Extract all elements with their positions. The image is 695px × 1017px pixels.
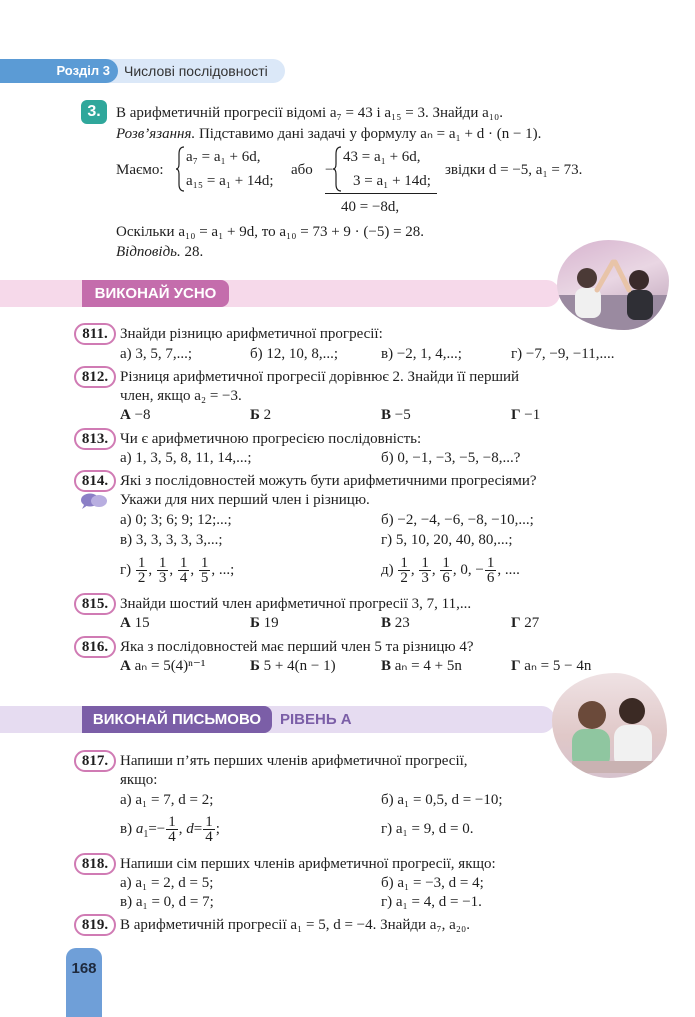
- solution-line: [116, 124, 541, 144]
- system2-result: 40 = −8d,: [341, 199, 400, 215]
- left-brace-icon: [176, 146, 186, 192]
- task-817-text2: якщо:: [120, 772, 158, 788]
- task-816-option-v: В aₙ = 4 + 5n: [381, 658, 462, 674]
- task-812-option-g: Г −1: [511, 407, 541, 423]
- task-818-g: г) a₁ = 4, d = −1.: [381, 894, 482, 910]
- task-811-a: а) 3, 5, 7,...;: [120, 346, 193, 362]
- minus-sign: −: [325, 162, 334, 178]
- task-818-a: а) a₁ = 2, d = 5;: [120, 875, 214, 891]
- section-label: Розділ 3: [0, 59, 118, 83]
- task-817-text1: Напиши п’ять перших членів арифметичної прогресії,: [120, 753, 468, 769]
- page-number: 168: [71, 960, 97, 977]
- photo-students-highfive: [557, 240, 669, 330]
- task-number-818: 818.: [74, 853, 116, 875]
- task-812-text1: Різниця арифметичної прогресії дорівнює 2. Знайди її перший: [120, 369, 520, 385]
- level-label: РІВЕНЬ А: [280, 711, 352, 728]
- answer-value: 28.: [184, 244, 204, 260]
- photo-illustration-icon: [557, 240, 669, 330]
- task-813-text: Чи є арифметичною прогресією послідовність:: [120, 431, 422, 447]
- photo-students-studying: [552, 673, 667, 778]
- task-814-text1: Які з послідовностей можуть бути арифметичними прогресіями?: [120, 473, 537, 489]
- task-815-option-b: Б 19: [250, 615, 279, 631]
- answer-line: [116, 242, 203, 262]
- system1-eq1: a₇ = a₁ + 6d,: [186, 149, 261, 165]
- task-817-a: а) a₁ = 7, d = 2;: [120, 792, 214, 808]
- task-814-a: а) 0; 3; 6; 9; 12;...;: [120, 512, 232, 528]
- task-number-814: 814.: [74, 470, 116, 492]
- task-811-text: Знайди різницю арифметичної прогресії:: [120, 326, 383, 342]
- task-815-text: Знайди шостий член арифметичної прогресії 3, 7, 11,...: [120, 596, 472, 612]
- task-number-816: 816.: [74, 636, 116, 658]
- system2-eq1: 43 = a₁ + 6d,: [343, 149, 421, 165]
- system1-eq2: a₁₅ = a₁ + 14d;: [186, 173, 274, 189]
- whence-text: звідки d = −5, a₁ = 73.: [445, 162, 583, 178]
- task-812-option-b: Б 2: [250, 407, 272, 423]
- solution-label: Розв’язання.: [116, 126, 196, 142]
- task-816-text: Яка з послідовностей має перший член 5 та різницю 4?: [120, 639, 474, 655]
- speech-bubble-icon: [80, 492, 108, 510]
- task-number-817: 817.: [74, 750, 116, 772]
- task-812-option-v: В −5: [381, 407, 411, 423]
- example-badge: 3.: [81, 100, 107, 124]
- or-label: або: [291, 162, 313, 178]
- written-label: ВИКОНАЙ ПИСЬМОВО: [82, 706, 272, 733]
- task-814-text2: Укажи для них перший член і різницю.: [120, 492, 370, 508]
- task-816-option-b: Б 5 + 4(n − 1): [250, 658, 336, 674]
- task-817-g: г) a₁ = 9, d = 0.: [381, 821, 474, 837]
- task-816-option-g: Г aₙ = 5 − 4n: [511, 658, 592, 674]
- solution-text: Підставимо дані задачі у формулу aₙ = a₁ + d · (n − 1).: [198, 126, 542, 142]
- task-812-option-a: А −8: [120, 407, 151, 423]
- page-number-tab: [66, 948, 102, 1017]
- system2-eq2: 3 = a₁ + 14d;: [353, 173, 431, 189]
- task-815-option-g: Г 27: [511, 615, 540, 631]
- task-812-text2: член, якщо a₂ = −3.: [120, 388, 242, 404]
- task-number-813: 813.: [74, 428, 116, 450]
- since-text: Оскільки a₁₀ = a₁ + 9d, то a₁₀ = 73 + 9 · (−5) = 28.: [116, 224, 425, 240]
- task-814-v: в) 3, 3, 3, 3, 3,...;: [120, 532, 223, 548]
- oral-label: ВИКОНАЙ УСНО: [82, 280, 229, 307]
- example-statement: В арифметичній прогресії відомі a₇ = 43 і a₁₅ = 3. Знайди a₁₀.: [116, 105, 503, 121]
- task-817-v: в) $a_1=-$ $\frac{1}{4}$ , d= $\frac{1}{4}$ ;: [120, 814, 220, 846]
- left-brace-icon: [333, 146, 343, 192]
- task-814-b: б) −2, −4, −6, −8, −10,...;: [381, 512, 534, 528]
- task-814-fractions-d: д) $\frac{1}{2}$ , $\frac{1}{3}$ , $\frac{1}{6}$ , 0, − $\frac{1}{6}$ , ....: [381, 555, 520, 587]
- task-818-text: Напиши сім перших членів арифметичної прогресії, якщо:: [120, 856, 496, 872]
- task-815-option-v: В 23: [381, 615, 410, 631]
- task-811-c: в) −2, 1, 4,...;: [381, 346, 462, 362]
- task-number-811: 811.: [74, 323, 116, 345]
- task-811-b: б) 12, 10, 8,...;: [250, 346, 339, 362]
- task-number-812: 812.: [74, 366, 116, 388]
- chapter-title: Числові послідовності: [124, 63, 268, 79]
- task-811-d: г) −7, −9, −11,....: [511, 346, 615, 362]
- task-818-v: в) a₁ = 0, d = 7;: [120, 894, 214, 910]
- task-number-815: 815.: [74, 593, 116, 615]
- task-814-fractions-g: г) $\frac{1}{2}$ , $\frac{1}{3}$ , $\frac{1}{4}$ , $\frac{1}{5}$ , ...;: [120, 555, 235, 587]
- task-819-text: В арифметичній прогресії a₁ = 5, d = −4. Знайди a₇, a₂₀.: [120, 917, 471, 933]
- task-number-819: 819.: [74, 914, 116, 936]
- task-813-a: а) 1, 3, 5, 8, 11, 14,...;: [120, 450, 252, 466]
- have-label: Маємо:: [116, 162, 164, 178]
- answer-label: Відповідь.: [116, 244, 181, 260]
- photo-illustration-icon: [552, 673, 667, 778]
- task-814-g: г) 5, 10, 20, 40, 80,...;: [381, 532, 513, 548]
- task-817-b: б) a₁ = 0,5, d = −10;: [381, 792, 503, 808]
- task-816-option-a: А aₙ = 5(4)ⁿ⁻¹: [120, 658, 206, 674]
- task-813-b: б) 0, −1, −3, −5, −8,...?: [381, 450, 521, 466]
- task-815-option-a: А 15: [120, 615, 150, 631]
- subtraction-line: [325, 193, 437, 194]
- task-818-b: б) a₁ = −3, d = 4;: [381, 875, 484, 891]
